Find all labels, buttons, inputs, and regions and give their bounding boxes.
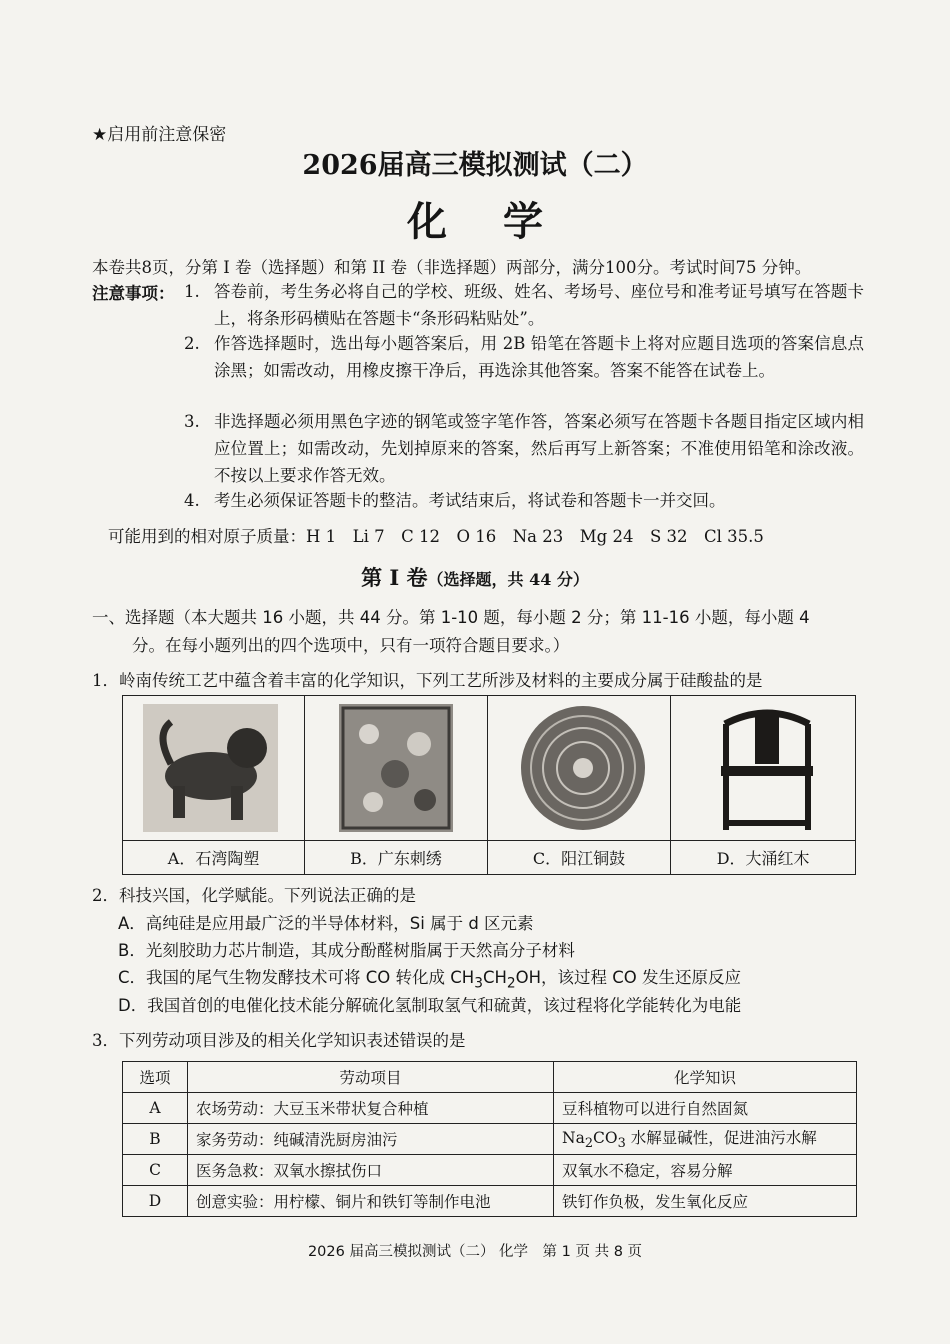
table-cell: 家务劳动：纯碱清洗厨房油污 [188, 1124, 554, 1155]
table-header: 选项 [123, 1062, 188, 1093]
table-cell: 农场劳动：大豆玉米带状复合种植 [188, 1093, 554, 1124]
notice-number: 3. [184, 412, 200, 431]
question-1-image-table [122, 695, 856, 875]
table-row [123, 1093, 857, 1124]
part1-line: 分。在每小题列出的四个选项中，只有一项符合题目要求。） [132, 636, 570, 655]
question-2-option-d: D．我国首创的电催化技术能分解硫化氢制取氢气和硫黄，该过程将化学能转化为电能 [118, 996, 742, 1015]
table-row [123, 1124, 857, 1155]
section-title-sub: （选择题，共 44 分） [427, 570, 589, 589]
option-b-image-cell [305, 696, 488, 841]
notice-text: 非选择题必须用黑色字迹的钢笔或签字笔作答，答案必须写在答题卡各题目指定区域内相应位置上；如需改动，先划掉原来的答案，然后再写上新答案；不准使用铅笔和涂改液。不按以上要求作答无效。 [214, 412, 864, 485]
part1-instructions [92, 604, 862, 660]
table-cell: D [123, 1186, 188, 1217]
table-cell: 铁钉作负极，发生氧化反应 [554, 1186, 857, 1217]
subscript: 2 [506, 975, 516, 992]
option-b-caption: B．广东刺绣 [305, 841, 488, 875]
subscript: 2 [584, 1136, 594, 1152]
question-2-option-c [118, 964, 741, 991]
table-header: 化学知识 [554, 1062, 857, 1093]
option-c-text: CH [482, 968, 507, 987]
table-cell: B [123, 1124, 188, 1155]
embroidery-image [339, 704, 453, 832]
table-cell: 医务急救：双氧水擦拭伤口 [188, 1155, 554, 1186]
option-d-caption: D．大涌红木 [671, 841, 856, 875]
notice-text: 作答选择题时，选出每小题答案后，用 2B 铅笔在答题卡上将对应题目选项的答案信息点涂黑；如需改动，用橡皮擦干净后，再选涂其他答案。答案不能答在试卷上。 [214, 334, 864, 380]
question-2-option-a: A．高纯硅是应用最广泛的半导体材料，Si 属于 d 区元素 [118, 914, 534, 933]
option-c-text: C．我国的尾气生物发酵技术可将 CO 转化成 CH [118, 968, 475, 987]
table-cell: 豆科植物可以进行自然固氮 [554, 1093, 857, 1124]
section-title-main: 第 I 卷 [361, 565, 428, 590]
exam-title: 2026届高三模拟测试（二） [302, 150, 648, 181]
pottery-cat-image [143, 704, 278, 832]
table-cell: 创意实验：用柠檬、铜片和铁钉等制作电池 [188, 1186, 554, 1217]
atomic-mass-line: 可能用到的相对原子质量：H 1 Li 7 C 12 O 16 Na 23 Mg 24 S 32 Cl 35.5 [108, 527, 764, 546]
question-1-stem: 1．岭南传统工艺中蕴含着丰富的化学知识，下列工艺所涉及材料的主要成分属于硅酸盐的是 [92, 671, 763, 690]
cell-text: 水解显碱性，促进油污水解 [625, 1129, 817, 1148]
page-footer: 2026 届高三模拟测试（二） 化学 第 1 页 共 8 页 [307, 1244, 643, 1260]
subscript: 3 [474, 975, 483, 992]
table-cell: A [123, 1093, 188, 1124]
cell-text: CO [593, 1129, 618, 1148]
option-c-image-cell [487, 696, 671, 841]
part1-line: 一、选择题（本大题共 16 小题，共 44 分。第 1-10 题，每小题 2 分；第 11-16 小题，每小题 4 [92, 608, 810, 627]
section-title [0, 562, 950, 592]
table-cell: C [123, 1155, 188, 1186]
table-header-row [123, 1062, 857, 1093]
question-2-stem: 2．科技兴国，化学赋能。下列说法正确的是 [92, 886, 416, 905]
notice-label: 注意事项： [92, 284, 175, 303]
cell-text: Na [562, 1129, 585, 1148]
exam-intro: 本卷共8页，分第 I 卷（选择题）和第 II 卷（非选择题）两部分，满分100分。考试时间75 分钟。 [92, 258, 812, 277]
question-3-stem: 3．下列劳动项目涉及的相关化学知识表述错误的是 [92, 1031, 466, 1050]
notice-number: 4. [184, 491, 200, 510]
option-c-text: OH，该过程 CO 发生还原反应 [515, 968, 742, 987]
notice-number: 2. [184, 334, 200, 353]
bronze-drum-image [518, 702, 648, 834]
notice-text: 考生必须保证答题卡的整洁。考试结束后，将试卷和答题卡一并交回。 [214, 491, 726, 510]
redwood-chair-image [715, 702, 819, 834]
option-c-caption: C．阳江铜鼓 [487, 841, 671, 875]
option-d-image-cell [671, 696, 856, 841]
table-cell: 双氧水不稳定，容易分解 [554, 1155, 857, 1186]
table-row [123, 1186, 857, 1217]
subject-title: 化学 [407, 198, 599, 245]
question-3-table [122, 1061, 857, 1217]
question-2-option-b: B．光刻胶助力芯片制造，其成分酚醛树脂属于天然高分子材料 [118, 941, 575, 960]
option-a-caption: A．石湾陶塑 [123, 841, 305, 875]
subscript: 3 [617, 1136, 626, 1152]
notice-number: 1. [184, 282, 200, 301]
option-a-image-cell [123, 696, 305, 841]
table-row [123, 1155, 857, 1186]
table-header: 劳动项目 [188, 1062, 554, 1093]
table-cell [554, 1124, 857, 1155]
notice-text: 答卷前，考生务必将自己的学校、班级、姓名、考场号、座位号和准考证号填写在答题卡上，将条形码横贴在答题卡“条形码粘贴处”。 [214, 282, 864, 328]
confidential-note: ★启用前注意保密 [92, 125, 227, 145]
